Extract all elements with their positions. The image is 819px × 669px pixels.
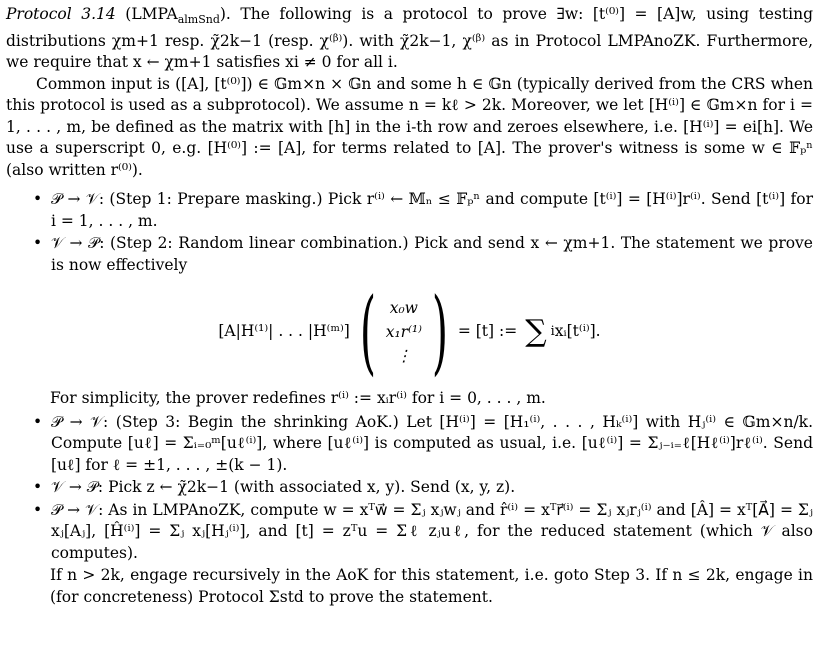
protocol-header — [6, 4, 813, 74]
final-paragraph: If n > 2k, engage recursively in the AoK for this statement, i.e. goto Step 3. If n ≤ 2k, engage in (for concreteness) Protocol Σstd to prove the statement. — [50, 566, 813, 606]
sum-term: xᵢ[t⁽ⁱ⁾]. — [554, 322, 601, 341]
protocol-intro-line2: distributions χm+1 resp. χ̃2k−1 (resp. χ⁽ᵝ⁾). with χ̃2k−1, χ⁽ᵝ⁾ as in Protocol LMPAnoZK. Furthermore, — [6, 31, 813, 50]
common-input-paragraph: Common input is ([A], [t⁽⁰⁾]) ∈ 𝔾m×n × 𝔾n and some h ∈ 𝔾n (typically derived from the CRS when this protocol is used as a subprotocol). We assume n = kℓ > 2k. Moreover, we let [H⁽ⁱ⁾] ∈ 𝔾m×n for i = 1, . . . , m, be defined as the matrix with [h] in the i-th row and zeroes elsewhere, i.e. [H⁽ⁱ⁾] = ei[h]. We use a superscript 0, e.g. [H⁽⁰⁾] := [A], for terms related to [A]. The prover's witness is some w ∈ 𝔽ₚⁿ (also written r⁽⁰⁾). — [6, 74, 813, 179]
right-paren: ) — [431, 278, 448, 386]
left-paren: ( — [359, 278, 376, 386]
simplicity-note: For simplicity, the prover redefines r⁽ⁱ⁾ := xᵢr⁽ⁱ⁾ for i = 0, . . . , m. — [50, 389, 546, 408]
protocol-name: $(LMPA_{almSnd})$. — [125, 5, 231, 27]
vector-entry: x₁r⁽¹⁾ — [385, 323, 422, 342]
step-challenge: • 𝒱 → 𝒫: Pick z ← χ̃2k−1 (with associated x, y). Send (x, y, z). — [6, 477, 813, 499]
bullet: • — [33, 412, 43, 431]
step-1: • 𝒫 → 𝒱: (Step 1: Prepare masking.) Pick r⁽ⁱ⁾ ← 𝕄ₙ ≤ 𝔽ₚⁿ and compute [t⁽ⁱ⁾] = [H⁽ⁱ⁾]r⁽ⁱ⁾. Send [t⁽ⁱ⁾] for i = 1, . . . , m. — [33, 190, 814, 230]
vector-entry: ⋮ — [396, 347, 412, 366]
bullet: • — [33, 478, 43, 497]
sum-index: i — [550, 324, 555, 340]
bullet: • — [33, 190, 43, 209]
protocol-intro: The following is a protocol to prove ∃w: [t⁽⁰⁾] = [A]w, using testing — [240, 5, 813, 23]
equation-vector — [386, 296, 422, 368]
bullet: • — [33, 234, 43, 253]
protocol-intro-line3: we require that x ← χm+1 satisfies xi ≠ 0 for all i. — [6, 53, 398, 72]
bullet: • — [33, 500, 43, 519]
protocol-steps — [6, 189, 813, 276]
equation-rhs: = [t] := — [457, 322, 518, 341]
equation-lhs: [A|H⁽¹⁾| . . . |H⁽ᵐ⁾] — [218, 322, 350, 341]
protocol-steps-continued — [6, 412, 813, 565]
step-3: • 𝒫 → 𝒱: (Step 3: Begin the shrinking AoK.) Let [H⁽ⁱ⁾] = [H₁⁽ⁱ⁾, . . . , Hₖ⁽ⁱ⁾] with Hⱼ⁽ⁱ⁾ ∈ 𝔾m×n/k. Compute [uℓ] = Σᵢ₌₀ᵐ[uℓ⁽ⁱ⁾], where [uℓ⁽ⁱ⁾] is computed as usual, i.e. [uℓ⁽ⁱ⁾] = Σⱼ₋ᵢ₌ℓ[Hℓ⁽ⁱ⁾]rℓ⁽ⁱ⁾. Send [uℓ] for ℓ = ±1, . . . , ±(k − 1). — [33, 412, 813, 474]
vector-entry: x₀w — [389, 299, 418, 318]
protocol-label: Protocol 3.14 — [6, 5, 116, 23]
sum-symbol: ∑ — [525, 314, 547, 350]
display-equation — [6, 278, 813, 386]
step-2: • 𝒱 → 𝒫: (Step 2: Random linear combination.) Pick and send x ← χm+1. The statement we prove is now effectively — [33, 234, 813, 274]
step-reduce: • 𝒫 → 𝒱: As in LMPAnoZK, compute w = xᵀw⃗ = Σⱼ xⱼwⱼ and r̂⁽ⁱ⁾ = xᵀr⃗⁽ⁱ⁾ = Σⱼ xⱼrⱼ⁽ⁱ⁾ and [Â] = xᵀ[A⃗] = Σⱼ xⱼ[Aⱼ], [Ĥ⁽ⁱ⁾] = Σⱼ xⱼ[Hⱼ⁽ⁱ⁾], and [t] = zᵀu = Σℓ zⱼuℓ, for the reduced statement (which 𝒱 also computes). — [33, 500, 813, 562]
